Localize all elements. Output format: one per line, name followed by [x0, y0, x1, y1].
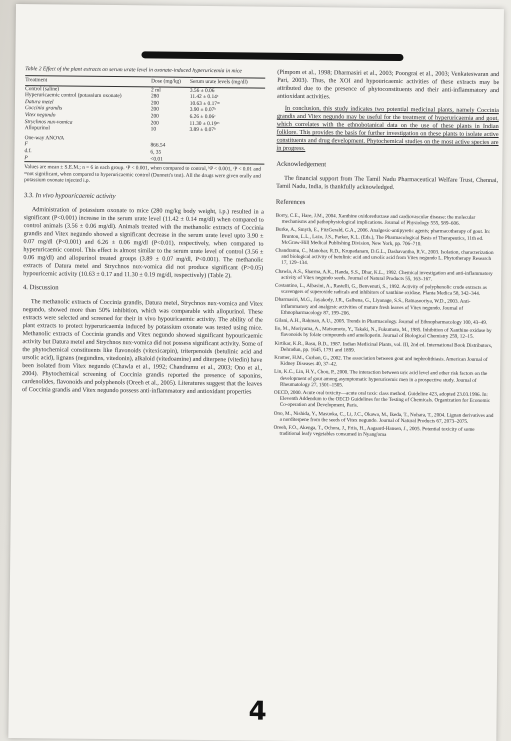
handwritten-page-number: 4	[248, 696, 267, 727]
reference-item: Oreeh, F.O., Akenga, T., Ochora, J., Friis, H., Aagaard-Hansen, J., 2005. Potential toxicity of some traditional leafy vegetables consumed in Nyang'oma	[273, 424, 475, 439]
table-header-treatment: Treatment	[25, 76, 151, 87]
table-cell: Control (saline)	[25, 85, 60, 93]
anova-value: 866.54	[150, 142, 166, 149]
table-cell: 280	[150, 93, 160, 100]
acknowledgement-text: The financial support from The Tamil Nadu Pharmaceutical Welfare Trust, Chennai, Tamil Nadu, India, is thankfully acknowledged.	[276, 174, 499, 191]
anova-value: <0.01	[150, 155, 163, 163]
section-heading-4: 4. Discussion	[22, 283, 59, 292]
anova-value: 6, 35	[150, 149, 162, 156]
redaction-bar	[141, 51, 403, 61]
reference-item: Gilani, A.H., Rahman, A.U., 2005. Trends in Pharmacology. Journal of Ethnopharmacology 100, 43–49.	[274, 317, 488, 326]
table-cell: Hyperuricaemic control (potassium oxonate)	[25, 92, 122, 100]
table-cell: Datura metel	[24, 98, 54, 106]
right-column	[273, 69, 499, 442]
reference-item: OECD, 2000. Acute oral toxicity—acute oral toxic class method. Guideline 423, adopted 23.03.1996. In: Eleventh Addendum to the OECD Guidelines for the Testing of Chemicals. Organization for Economic Co-operation and Development, Paris.	[273, 389, 491, 410]
reference-item: Kirtikar, K.R., Basu, B.D., 1987. Indian Medicinal Plants, vol. III, 2nd ed. International Book Distributors, Dehradun, pp. 1645, 1791 and 1899.	[274, 340, 493, 354]
table-caption: Table 2 Effect of the plant extracts on serum urate level in oxonate-induced hyperuricemia in mice	[25, 66, 242, 75]
reference-item: Dharmasiri, M.G., Jayakody, J.R., Galhena, G., Liyanage, S.S., Ratnasooriya, W.D., 2003. Anti-inflammatory and analgesic activities of mature fresh leaves of Vitex negundo. Journal of Ethnopharmacology 87, 199–206.	[274, 297, 471, 317]
table-header-dose: Dose (mg/kg)	[151, 77, 190, 87]
table-cell: 10.63 ± 0.17ⁿˢ	[189, 100, 220, 107]
left-column	[22, 66, 265, 400]
results-table	[24, 75, 265, 164]
reference-item: Lin, K.C., Lin, H.Y., Chou, P., 2000. The interaction between uric acid level and other risk factors on the development of gout among asymptomatic hyperuricemic men in a prospective study. Journal of Rheumatology 27, 1501–1505.	[274, 369, 488, 389]
reference-item: Ono, M., Nishida, Y., Masuoka, C., Li, J.C., Okawa, M., Ikeda, T., Nohara, T., 2004. Lignan derivatives and a norditerpene from the seeds of Vitex negundo. Journal of Natural Products 67, 2073–2075.	[273, 410, 494, 425]
table-cell: 11.42 ± 0.14ᵃ	[189, 94, 219, 101]
table-cell: 200	[150, 113, 159, 120]
section-heading-3-3: 3.3. In vivo hypouricaemic activity	[23, 191, 116, 200]
table-cell: 3.90 ± 0.07ᵇ	[189, 107, 216, 114]
table-cell: 200	[150, 119, 159, 127]
anova-label: One-way ANOVA	[24, 134, 65, 142]
table-cell: Vitex negundo	[24, 112, 56, 119]
table-cell: 3.89 ± 0.07ᵇ	[189, 126, 216, 134]
reference-item: Chawla, A.S., Sharma, A.K., Handa, S.S., Dhar, K.L., 1992. Chemical investigation and anti-inflammatory activity of Vitex negundo seeds. Journal of Natural Products 55, 163–167.	[275, 268, 493, 283]
table-cell: Strychnos nux-vomica	[24, 118, 73, 126]
references-heading: References	[275, 198, 306, 207]
table-cell: 200	[150, 106, 159, 113]
section-3-3-paragraph: Administration of potassium oxonate to mice (280 mg/kg body weight, i.p.) resulted in a significant (P<0.001) increase in the serum urate level (11.42 ± 0.14 mg/dl) when compared to control animals (3.56 ± 0.06 mg/dl). Animals treated with the methanolic extracts of Coccinia grandis and Vitex negundo showed a significant decrease in the serum urate level upto 3.90 ± 0.07 mg/dl (P<0.001) and 6.26 ± 0.06 mg/dl (P<0.01), respectively, when compared to hyperuricaemic control. This effect is almost similar to the serum urate level of control (3.56 ± 0.06 mg/dl) and allopurinol treated groups (3.89 ± 0.07 mg/dl, P<0.001). The methanolic extracts of Datura metel and Strychnos nux-vomica did not produce significant (P>0.05) hypouricemic activity (10.63 ± 0.17 and 11.30 ± 0.19 mg/dl, respectively) (Table 2).	[23, 205, 264, 279]
paper-page	[8, 4, 504, 741]
table-cell: 2 ml	[151, 87, 161, 94]
table-cell: 6.26 ± 0.06ᶜ	[189, 113, 216, 121]
reference-item: Borry, C.E., Hare, J.M., 2004. Xanthine oxidoreductase and cardiovascular disease: the molecular mechanisms and pathophysiological implications. Journal of Physiology 555, 589–606.	[275, 212, 476, 227]
right-top-paragraph: (Pimpom et al., 1998; Dharmasiri et al., 2003; Poongrai et al., 2003; Venkateswaran and Pari, 2003). Thus, the XOI and hypouricaemic activities of these extracts may be attributed due to the presence of phytoconstituents and their anti-inflammatory and antioxidant activities.	[277, 68, 500, 101]
references-list	[273, 213, 497, 440]
reference-item: Chandramu, C., Manohar, R.D., Krupadanam, D.G.L., Dashavantha, R.V., 2003. Isolation, characterization and biological activity of betulinic acid and ursolic acid from Vitex negundo L. Phytotherapy Research 17, 129–134.	[275, 247, 494, 267]
acknowledgement-heading: Acknowledgement	[276, 160, 327, 169]
table-cell: 200	[150, 100, 160, 107]
table-cell: Coccinia grandis	[24, 105, 63, 112]
reference-item: Kramer, H.M., Curhan, G., 2002. The association between gout and nephrolithiasis. American Journal of Kidney Diseases 40, 37–42.	[274, 354, 488, 368]
reference-item: Burke, A., Smyth, E., FitzGerald, G.A., 2006. Analgesic-antipyretic agents; pharmacotherapy of gout. In: Brunton, L.L., Lazo, J.S., Parker, K.L. (Eds.), The Pharmacological Basis of Therapeutics, 11th ed. McGraw-Hill Medical Publishing Division, New York, pp. 706–710.	[275, 227, 491, 248]
anova-stat: F	[24, 141, 28, 148]
table-cell: 11.30 ± 0.19ⁿˢ	[189, 120, 220, 127]
anova-stat: d.f.	[24, 148, 32, 155]
conclusion-paragraph: In conclusion, this study indicates two potential medicinal plants, namely Coccinia grandis and Vitex negundo may be useful for the treatment of hyperuricaemia and gout, which correlates with the ethnobotanical data on the use of these plants in Indian folklore. This provides the basis for further investigation on these plants to isolate active constituents and drug development. Phytochemical studies on the most active species are in progress.	[276, 104, 499, 153]
table-cell: 10	[150, 126, 157, 133]
reference-item: Iio, M., Moriyama, A., Matsumoto, Y., Takaki, N., Fukumoto, M., 1985. Inhibition of Xanthine oxidase by flavonoids by folate compounds and amelioperin. Journal of Biological Chemistry 259, 12–15.	[274, 325, 492, 341]
table-header-urate: Serum urate levels (mg/dl)	[190, 77, 265, 87]
table-footnote: Values are mean ± S.E.M.; n = 6 in each group. ᵃP < 0.001, when compared to control, ᵇP < 0.001, ᶜP < 0.01 and ⁿˢnot significant, when compared to hyperuricaemic control (Dunnett's test). All the drugs were given orally and potassium oxonate injected i.p.	[24, 161, 264, 186]
discussion-paragraph: The methanolic extracts of Coccinia grandis, Datura metel, Strychnos nux-vomica and Vitex negundo, showed more than 50% inhibition, which was comparable with allopurinol. These extracts were selected and screened for their in vivo hypouricaemic activity. The ability of the plant extracts to protect hyperuricaemia induced by potassium oxonate was tested using mice. Methanolic extracts of Coccinia grandis and Vitex negundo showed significant hypouricaemic activity but Datura metel and Strychnos nux-vomica did not possess significant activity. Some of the phytochemical constituents like flavonoids (vitexicarpin), triterpenoids (betulinic acid and ursolic acid), lignans (negundins, vitedonin), alkaloid (vitedoamine) and diterpene (vitedin) have been isolated from Vitex negundo (Chawla et al., 1992; Chandramu et al., 2003; Ono et al., 2004). Phytochemical screening of Coccinia grandis reported the presence of saponins, cardenolides, flavonoids and polyphenols (Oreeh et al., 2005). Literatures suggest that the leaves of Coccinia grandis and Vitex negundo possess anti-inflammatory and antioxidant properties	[21, 297, 263, 396]
anova-stat: P	[24, 154, 28, 161]
table-cell: Allopurinol	[24, 125, 50, 132]
table-cell: 3.56 ± 0.06	[189, 87, 215, 94]
reference-item: Costantino, L., Albasini, A., Rastelli, G., Benvenuti, S., 1992. Activity of polyphenolic crude extracts as scavengers of superoxide radicals and inhibitors of xanthine oxidase. Planta Medica 58, 342–344.	[275, 282, 487, 298]
